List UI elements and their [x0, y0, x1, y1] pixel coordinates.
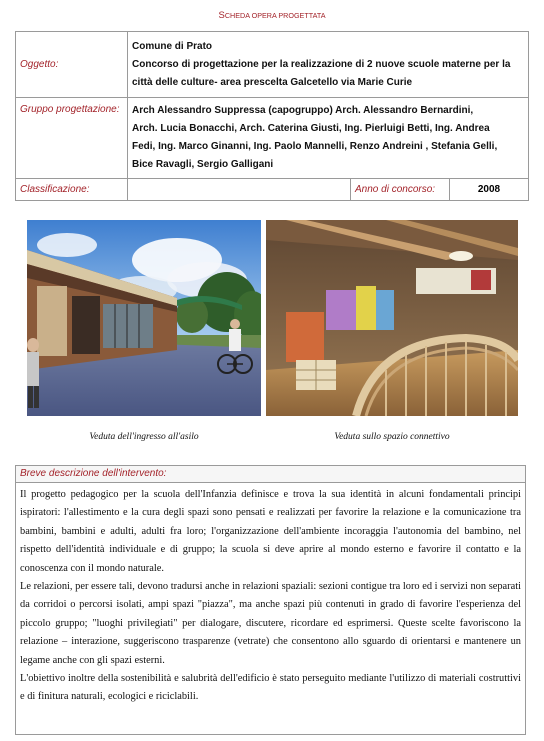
classificazione-row	[16, 179, 529, 201]
oggetto-row	[16, 32, 529, 98]
oggetto-label: Oggetto:	[16, 32, 128, 98]
page-title: SCHEDA OPERA PROGETTATA	[218, 10, 326, 21]
gruppo-value: Arch Alessandro Suppressa (capogruppo) Arch. Alessandro Bernardini, Arch. Lucia Bonacchi, Arch. Caterina Giusti, Ing. Pierluigi Betti, Ing. Andrea Fedi, Ing. Marco Ginanni, Ing. Paolo Mannelli, Renzo Andreini , Stefania Gelli, Bice Ravagli, Sergio Galligani	[128, 98, 529, 179]
oggetto-value: Comune di Prato Concorso di progettazione per la realizzazione di 2 nuove scuole materne per la città delle culture- area prescelta Galcetello via Marie Curie	[128, 32, 529, 98]
info-table	[15, 31, 529, 201]
anno-label: Anno di concorso:	[351, 179, 450, 201]
gruppo-row	[16, 98, 529, 179]
gruppo-label: Gruppo progettazione:	[16, 98, 128, 179]
description-paragraph: Le relazioni, per essere tali, devono tradursi anche in relazioni spaziali: sezioni contigue tra loro ed i servizi non separati da corridoi o percorsi isolati, ampi spazi "piazza", ma anche spazi più contenuti in grado di favorire l'esperienza del piccolo gruppo; "luoghi privilegiati" per dialogare, discutere, ricordare ed esprimersi. Queste scelte favoriscono la relazione – interazione, suggeriscono trasparenze (vetrate) che consentono allo sguardo di orientarsi e mantenere un legame anche con gli spazi esterni.	[20, 581, 521, 666]
description-body	[16, 483, 525, 707]
interior-photo	[266, 220, 518, 416]
anno-value: 2008	[450, 179, 529, 201]
interior-caption: Veduta sullo spazio connettivo	[334, 432, 450, 442]
entrance-caption: Veduta dell'ingresso all'asilo	[89, 432, 199, 442]
classificazione-label: Classificazione:	[16, 179, 128, 201]
description-box	[15, 465, 526, 735]
entrance-photo	[27, 220, 261, 416]
description-paragraph: L'obiettivo inoltre della sostenibilità e salubrità dell'edificio è stato perseguito mediante l'utilizzo di materiali costruttivi e di finitura naturali, ecologici e riciclabili.	[20, 673, 521, 703]
description-paragraph: Il progetto pedagogico per la scuola dell'Infanzia definisce e trova la sua identità in alcuni fondamentali principi ispiratori: l'allestimento e la cura degli spazi sono pensati e realizzati per favorire la relazione e la comunicazione tra bambini, bambini e adulti, adulti fra loro; l'organizzazione dell'ambiente incoraggia l'autonomia del bambino, nel rispetto dell'identità individuale e di gruppo; la scuola si deve aprire al mondo esterno e favorire il contatto e la conoscenza con il mondo naturale.	[20, 489, 521, 574]
classificazione-value	[128, 179, 351, 201]
description-heading: Breve descrizione dell'intervento:	[16, 466, 525, 483]
